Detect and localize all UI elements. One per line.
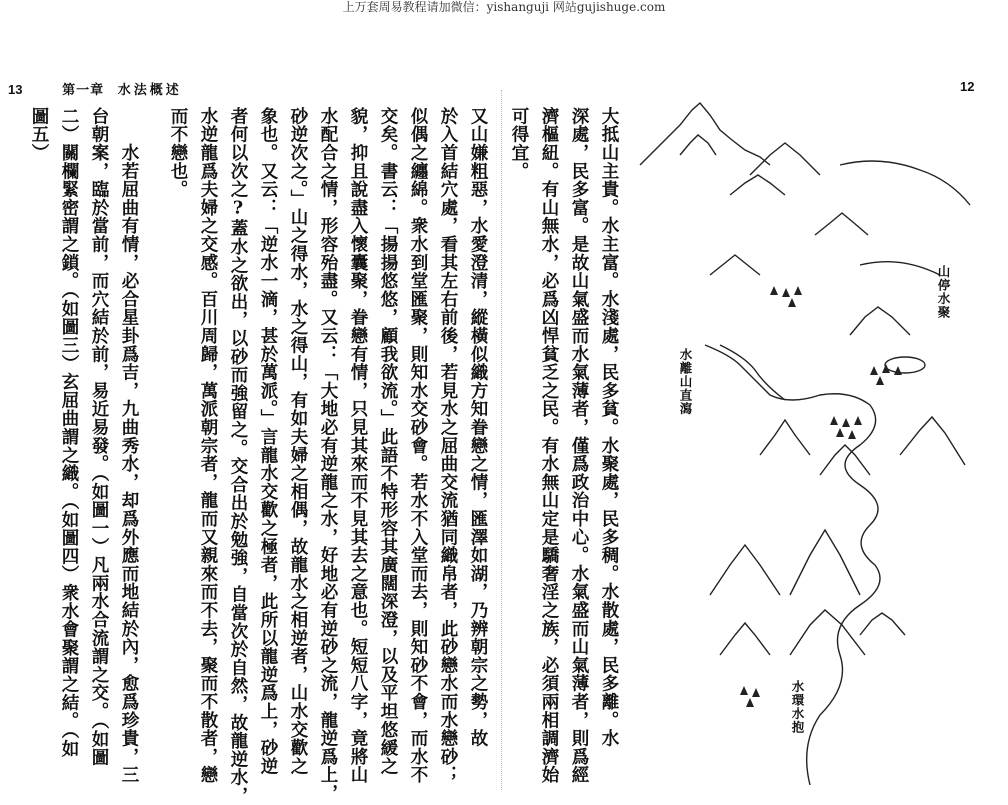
text-column: 水配合之情，形容殆盡。又云：「大地必有逆龍之水，好地必有逆砂之流，龍逆爲上， [318,107,338,803]
mountain-shape [640,103,770,165]
tree-mark [830,416,862,439]
mountain-shape [820,445,870,475]
tree-mark [740,686,760,707]
text-column: 又山嫌粗惡，水愛澄清，縱橫似織方知眷戀之情，匯澤如湖，乃辨朝宗之勢，故 [468,107,488,748]
text-column: 貌，抑且說盡入懷囊聚，眷戀有情，只見其來而不見其去之意也。短短八字，竟將山 [348,107,368,785]
mountain-shape [710,545,780,595]
mountain-shape [760,420,810,455]
text-column: 砂逆次之。」山之得水，水之得山，有如夫婦之相偶，故龍水之相逆者，山水交歡之 [288,107,308,776]
mountain-shape [860,613,905,635]
mountain-shape [790,530,860,595]
hill-ridge [860,262,940,275]
text-column: 似偶之纏綿。衆水到堂匯聚，則知水交砂會。若水不入堂而去，則知砂不會，而水不 [408,107,428,785]
text-column: 二）關欄緊密謂之鎖。（如圖三）玄屈曲謂之織。（如圖四）衆水會聚謂之結。（如 [59,107,79,758]
watermark: 上万套周易教程请加微信：yishanguji 网站gujishuge.com [342,0,666,14]
pond-shape [885,357,925,373]
text-column: 大抵山主貴。水主富。水淺處，民多貧。水聚處，民多稠。水散處，民多離。水 [599,107,619,748]
label-water-encircle: 水環水抱 [790,680,804,734]
mountain-shape [680,135,716,155]
text-column: 水若屈曲有情，必合星卦爲吉，九曲秀水，却爲外應而地結於內，愈爲珍貴，三 [119,107,139,785]
text-column: 可得宜。 [509,107,529,181]
label-mountain-stop-water-gather: 山停水聚 [936,265,950,319]
tree-mark [770,286,802,307]
text-column: 者何以次之?蓋水之欲出，以砂而強留之。交合出於勉強，自當次於自然，故龍逆水， [228,107,248,805]
label-water-leave-mountain: 水離山直瀉 [678,348,692,416]
mountain-shape [815,213,868,235]
mountain-shape [730,175,785,195]
text-column: 圖五） [29,107,49,162]
mountain-shape [710,255,760,275]
text-column: 濟樞紐。有山無水，必爲凶悍貧乏之民。有水無山定是驕奢淫之族，必須兩相調濟始 [539,107,559,785]
mountain-shape [750,143,820,175]
tree-clusters [740,286,902,707]
left-page-number: 13 [8,82,23,97]
text-column: 而不戀也。 [168,107,188,199]
page-gutter [501,90,502,790]
left-page-header [8,79,182,98]
tree-mark [870,364,902,385]
chapter-title: 第一章 [62,82,105,97]
mountain-shape [900,417,965,465]
text-column: 台朝案，臨於當前，而穴結於前，易近易發。（如圖一）凡兩水合流謂之交。（如圖 [89,107,109,767]
text-column: 於入首結穴處，看其左右前後，若見水之屈曲交流猶同織帛者，此砂戀水而水戀砂； [438,107,458,785]
text-column: 象也。又云：「逆水一滴，甚於萬派。」言龍水交歡之極者，此所以龍逆爲上，砂逆 [258,107,278,776]
mountain-shape [720,623,770,655]
mountain-shape [790,610,865,655]
hill-ridge [840,161,970,205]
text-column: 水逆龍爲夫婦之交感。百川周歸，萬派朝宗者，龍而又親來而不去，聚而不散者，戀 [198,107,218,785]
river-path [720,345,785,400]
right-page-number: 12 [960,79,975,94]
mountain-shape [850,307,910,335]
section-title: 水法概述 [117,82,182,97]
text-column: 深處，民多富。是故山氣盛而水氣薄者，僅爲政治中心。水氣盛而山氣薄者，則爲經 [569,107,589,785]
text-column: 交矣。書云：「揚揚悠悠，顧我欲流。」此語不特形容其廣闊深澄，以及平坦悠緩之 [378,107,398,776]
